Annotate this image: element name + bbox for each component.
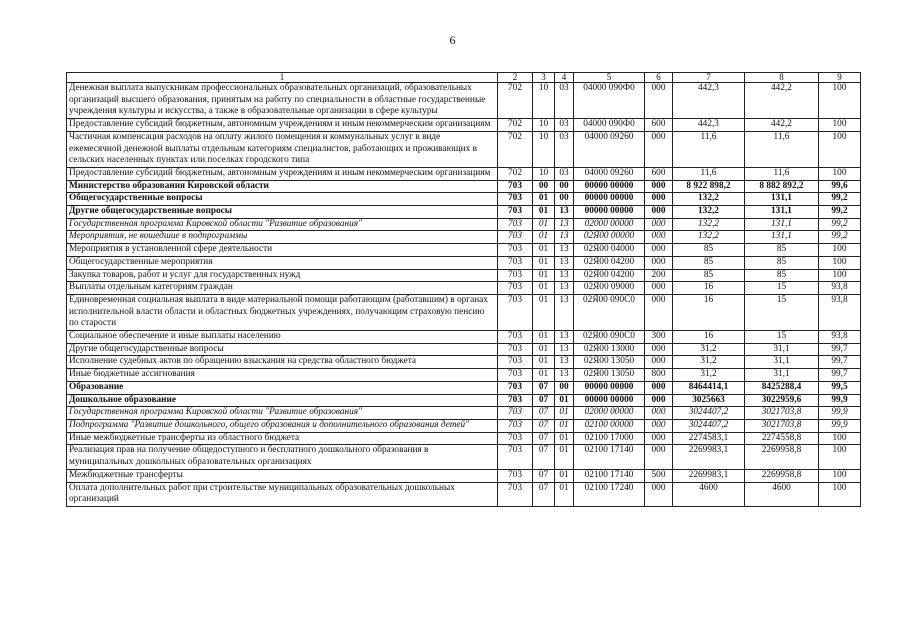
- cell-target-article: 02000 00000: [574, 407, 645, 420]
- cell-section: 01: [533, 282, 555, 295]
- cell-subsection: 13: [555, 331, 574, 344]
- cell-plan: 85: [673, 244, 745, 257]
- cell-section: 10: [533, 83, 555, 119]
- cell-name: Межбюджетные трансферты: [67, 469, 498, 482]
- cell-section: 01: [533, 231, 555, 244]
- cell-section: 07: [533, 419, 555, 432]
- cell-ministry: 703: [498, 394, 533, 407]
- cell-ministry: 703: [498, 256, 533, 269]
- header-cell-ministry: 2: [498, 73, 533, 83]
- cell-ministry: 703: [498, 331, 533, 344]
- cell-section: 01: [533, 343, 555, 356]
- cell-subsection: 03: [555, 131, 574, 167]
- cell-percent: 93,8: [819, 331, 861, 344]
- cell-percent: 99,7: [819, 356, 861, 369]
- cell-target-article: 02Я00 13050: [574, 369, 645, 382]
- cell-target-article: 02000 00000: [574, 218, 645, 231]
- cell-target-article: 02Я00 04200: [574, 269, 645, 282]
- table-row: [67, 294, 861, 330]
- cell-actual: 15: [745, 282, 819, 295]
- cell-percent: 99,9: [819, 419, 861, 432]
- cell-section: 01: [533, 294, 555, 330]
- header-cell-subsection: 4: [555, 73, 574, 83]
- cell-target-article: 04000 09260: [574, 131, 645, 167]
- table-row: [67, 369, 861, 382]
- cell-actual: 131,1: [745, 193, 819, 206]
- cell-name: Исполнение судебных актов по обращению взыскания на средства областного бюджета: [67, 356, 498, 369]
- cell-actual: 8 882 892,2: [745, 180, 819, 193]
- cell-actual: 15: [745, 294, 819, 330]
- header-cell-target-article: 5: [574, 73, 645, 83]
- cell-ministry: 702: [498, 83, 533, 119]
- cell-actual: 85: [745, 269, 819, 282]
- cell-expense-type: 000: [645, 218, 673, 231]
- cell-percent: 100: [819, 167, 861, 180]
- cell-name: Реализация прав на получение общедоступного и бесплатного дошкольного образования в муниципальных дошкольных образовательных организациях: [67, 445, 498, 469]
- cell-expense-type: 600: [645, 119, 673, 132]
- cell-target-article: 02Я00 09000: [574, 282, 645, 295]
- cell-expense-type: 800: [645, 369, 673, 382]
- cell-name: Иные бюджетные ассигнования: [67, 369, 498, 382]
- cell-ministry: 703: [498, 432, 533, 445]
- cell-ministry: 703: [498, 180, 533, 193]
- cell-plan: 31,2: [673, 369, 745, 382]
- cell-percent: 100: [819, 432, 861, 445]
- cell-subsection: 13: [555, 244, 574, 257]
- cell-ministry: 703: [498, 282, 533, 295]
- cell-target-article: 00000 00000: [574, 193, 645, 206]
- cell-plan: 31,2: [673, 356, 745, 369]
- cell-expense-type: 000: [645, 343, 673, 356]
- cell-percent: 99,2: [819, 218, 861, 231]
- cell-subsection: 00: [555, 180, 574, 193]
- cell-subsection: 13: [555, 218, 574, 231]
- cell-subsection: 13: [555, 256, 574, 269]
- cell-actual: 4600: [745, 482, 819, 506]
- cell-percent: 100: [819, 482, 861, 506]
- cell-expense-type: 000: [645, 381, 673, 394]
- cell-ministry: 703: [498, 343, 533, 356]
- cell-section: 10: [533, 119, 555, 132]
- page-number: 6: [449, 33, 456, 47]
- table-row: [67, 356, 861, 369]
- cell-name: Иные межбюджетные трансферты из областного бюджета: [67, 432, 498, 445]
- cell-name: Социальное обеспечение и иные выплаты населению: [67, 331, 498, 344]
- cell-percent: 99,7: [819, 343, 861, 356]
- cell-plan: 85: [673, 269, 745, 282]
- cell-ministry: 703: [498, 356, 533, 369]
- cell-name: Выплаты отдельным категориям граждан: [67, 282, 498, 295]
- table-row: [67, 394, 861, 407]
- cell-percent: 99,2: [819, 193, 861, 206]
- table-row: [67, 407, 861, 420]
- cell-actual: 31,1: [745, 343, 819, 356]
- cell-actual: 442,2: [745, 83, 819, 119]
- cell-plan: 11,6: [673, 167, 745, 180]
- cell-section: 01: [533, 269, 555, 282]
- table-row: [67, 381, 861, 394]
- cell-section: 00: [533, 180, 555, 193]
- cell-name: Мероприятия, не вошедшие в подпрограммы: [67, 231, 498, 244]
- cell-plan: 2269983,1: [673, 445, 745, 469]
- table-row: [67, 331, 861, 344]
- cell-percent: 100: [819, 269, 861, 282]
- cell-name: Частичная компенсация расходов на оплату жилого помещения и коммунальных услуг в виде ежемесячной денежной выплаты отдельным категориям специалистов, работающих и проживающих в сельских населенных пунктах или поселках городского типа: [67, 131, 498, 167]
- cell-name: Закупка товаров, работ и услуг для государственных нужд: [67, 269, 498, 282]
- cell-name: Единовременная социальная выплата в виде материальной помощи работающим (работавшим) в органах исполнительной власти области и областных бюджетных учреждениях, получающим страховую пенсию по старости: [67, 294, 498, 330]
- cell-expense-type: 000: [645, 407, 673, 420]
- cell-name: Образование: [67, 381, 498, 394]
- cell-target-article: 00000 00000: [574, 381, 645, 394]
- table-row: [67, 167, 861, 180]
- cell-plan: 8 922 898,2: [673, 180, 745, 193]
- cell-subsection: 01: [555, 432, 574, 445]
- table-row: [67, 432, 861, 445]
- cell-ministry: 702: [498, 167, 533, 180]
- cell-expense-type: 000: [645, 356, 673, 369]
- cell-expense-type: 000: [645, 83, 673, 119]
- cell-subsection: 01: [555, 407, 574, 420]
- cell-expense-type: 000: [645, 394, 673, 407]
- cell-section: 01: [533, 193, 555, 206]
- cell-ministry: 703: [498, 419, 533, 432]
- cell-subsection: 03: [555, 83, 574, 119]
- cell-expense-type: 000: [645, 206, 673, 219]
- cell-actual: 131,1: [745, 206, 819, 219]
- cell-name: Предоставление субсидий бюджетным, автономным учреждениям и иным некоммерческим организациям: [67, 119, 498, 132]
- cell-plan: 31,2: [673, 343, 745, 356]
- cell-actual: 15: [745, 331, 819, 344]
- cell-name: Денежная выплата выпускникам профессиональных образовательных организаций, образовательных организаций высшего образования, принятым на работу по специальности в областные государственные учреждения культуры и искусства, а также в образовательные организации в сфере культуры: [67, 83, 498, 119]
- cell-name: Общегосударственные мероприятия: [67, 256, 498, 269]
- cell-name: Дошкольное образование: [67, 394, 498, 407]
- cell-subsection: 01: [555, 394, 574, 407]
- cell-actual: 8425288,4: [745, 381, 819, 394]
- cell-expense-type: 000: [645, 282, 673, 295]
- header-cell-name: 1: [67, 73, 498, 83]
- cell-percent: 100: [819, 119, 861, 132]
- cell-subsection: 13: [555, 282, 574, 295]
- cell-subsection: 01: [555, 469, 574, 482]
- cell-actual: 2269958,8: [745, 445, 819, 469]
- cell-ministry: 703: [498, 269, 533, 282]
- cell-subsection: 13: [555, 356, 574, 369]
- cell-percent: 100: [819, 131, 861, 167]
- table-row: [67, 193, 861, 206]
- cell-expense-type: 300: [645, 331, 673, 344]
- cell-subsection: 00: [555, 193, 574, 206]
- table-row: [67, 218, 861, 231]
- cell-ministry: 703: [498, 294, 533, 330]
- cell-plan: 3025663: [673, 394, 745, 407]
- cell-actual: 131,1: [745, 231, 819, 244]
- cell-percent: 93,8: [819, 282, 861, 295]
- cell-section: 01: [533, 369, 555, 382]
- cell-actual: 2269958,8: [745, 469, 819, 482]
- header-cell-section: 3: [533, 73, 555, 83]
- cell-ministry: 703: [498, 482, 533, 506]
- cell-expense-type: 000: [645, 432, 673, 445]
- table-row: [67, 445, 861, 469]
- cell-percent: 100: [819, 445, 861, 469]
- table-row: [67, 343, 861, 356]
- cell-expense-type: 000: [645, 193, 673, 206]
- cell-section: 07: [533, 482, 555, 506]
- cell-name: Министерство образования Кировской области: [67, 180, 498, 193]
- cell-actual: 3021703,8: [745, 419, 819, 432]
- cell-percent: 100: [819, 244, 861, 257]
- cell-section: 01: [533, 244, 555, 257]
- cell-percent: 100: [819, 469, 861, 482]
- cell-percent: 99,9: [819, 407, 861, 420]
- cell-section: 07: [533, 394, 555, 407]
- cell-plan: 132,2: [673, 206, 745, 219]
- cell-subsection: 13: [555, 231, 574, 244]
- cell-target-article: 02Я00 00000: [574, 231, 645, 244]
- cell-plan: 132,2: [673, 218, 745, 231]
- table-row: [67, 469, 861, 482]
- cell-section: 07: [533, 469, 555, 482]
- cell-section: 07: [533, 381, 555, 394]
- cell-plan: 8464414,1: [673, 381, 745, 394]
- cell-name: Другие общегосударственные вопросы: [67, 343, 498, 356]
- cell-section: 07: [533, 407, 555, 420]
- cell-section: 07: [533, 432, 555, 445]
- cell-section: 10: [533, 167, 555, 180]
- cell-ministry: 703: [498, 469, 533, 482]
- cell-subsection: 13: [555, 206, 574, 219]
- cell-target-article: 00000 00000: [574, 180, 645, 193]
- cell-target-article: 04000 090Ф0: [574, 119, 645, 132]
- cell-ministry: 703: [498, 381, 533, 394]
- cell-percent: 99,5: [819, 381, 861, 394]
- cell-section: 10: [533, 131, 555, 167]
- cell-expense-type: 000: [645, 256, 673, 269]
- header-cell-actual: 8: [745, 73, 819, 83]
- cell-ministry: 703: [498, 218, 533, 231]
- cell-target-article: 02100 17140: [574, 445, 645, 469]
- cell-section: 01: [533, 356, 555, 369]
- table-row: [67, 180, 861, 193]
- table-row: [67, 256, 861, 269]
- cell-percent: 93,8: [819, 294, 861, 330]
- cell-percent: 99,9: [819, 394, 861, 407]
- cell-expense-type: 000: [645, 445, 673, 469]
- cell-plan: 11,6: [673, 131, 745, 167]
- cell-actual: 131,1: [745, 218, 819, 231]
- cell-expense-type: 000: [645, 231, 673, 244]
- header-cell-plan: 7: [673, 73, 745, 83]
- cell-plan: 132,2: [673, 193, 745, 206]
- cell-ministry: 703: [498, 244, 533, 257]
- cell-target-article: 02100 17240: [574, 482, 645, 506]
- cell-actual: 442,2: [745, 119, 819, 132]
- cell-name: Мероприятия в установленной сфере деятельности: [67, 244, 498, 257]
- cell-expense-type: 000: [645, 131, 673, 167]
- cell-percent: 99,7: [819, 369, 861, 382]
- table-row: [67, 119, 861, 132]
- cell-target-article: 02100 17000: [574, 432, 645, 445]
- cell-subsection: 13: [555, 294, 574, 330]
- cell-expense-type: 000: [645, 180, 673, 193]
- cell-section: 01: [533, 206, 555, 219]
- cell-subsection: 13: [555, 369, 574, 382]
- cell-target-article: 02Я00 04000: [574, 244, 645, 257]
- table-row: [67, 269, 861, 282]
- cell-expense-type: 000: [645, 244, 673, 257]
- cell-target-article: 00000 00000: [574, 206, 645, 219]
- cell-expense-type: 000: [645, 482, 673, 506]
- cell-subsection: 00: [555, 381, 574, 394]
- cell-actual: 85: [745, 244, 819, 257]
- cell-ministry: 703: [498, 193, 533, 206]
- cell-plan: 85: [673, 256, 745, 269]
- cell-percent: 100: [819, 256, 861, 269]
- cell-target-article: 02Я00 13000: [574, 343, 645, 356]
- cell-plan: 3024407,2: [673, 419, 745, 432]
- table-row: [67, 244, 861, 257]
- cell-actual: 85: [745, 256, 819, 269]
- cell-target-article: 04000 09260: [574, 167, 645, 180]
- table-row: [67, 419, 861, 432]
- cell-ministry: 703: [498, 231, 533, 244]
- cell-plan: 16: [673, 282, 745, 295]
- cell-percent: 99,6: [819, 180, 861, 193]
- cell-plan: 4600: [673, 482, 745, 506]
- cell-target-article: 02100 00000: [574, 419, 645, 432]
- cell-percent: 100: [819, 83, 861, 119]
- cell-plan: 16: [673, 294, 745, 330]
- cell-subsection: 01: [555, 482, 574, 506]
- cell-subsection: 01: [555, 419, 574, 432]
- cell-actual: 31,1: [745, 369, 819, 382]
- cell-section: 01: [533, 218, 555, 231]
- cell-ministry: 703: [498, 445, 533, 469]
- cell-expense-type: 500: [645, 469, 673, 482]
- cell-percent: 99,2: [819, 206, 861, 219]
- cell-percent: 99,2: [819, 231, 861, 244]
- cell-target-article: 00000 00000: [574, 394, 645, 407]
- cell-plan: 132,2: [673, 231, 745, 244]
- header-row: [67, 73, 861, 83]
- cell-name: Государственная программа Кировской области "Развитие образования": [67, 407, 498, 420]
- cell-actual: 3022959,6: [745, 394, 819, 407]
- cell-section: 01: [533, 256, 555, 269]
- cell-target-article: 02100 17140: [574, 469, 645, 482]
- cell-expense-type: 600: [645, 167, 673, 180]
- cell-ministry: 703: [498, 407, 533, 420]
- cell-plan: 2274583,1: [673, 432, 745, 445]
- cell-subsection: 01: [555, 445, 574, 469]
- header-cell-percent: 9: [819, 73, 861, 83]
- cell-actual: 3021703,8: [745, 407, 819, 420]
- header-cell-expense-type: 6: [645, 73, 673, 83]
- cell-actual: 31,1: [745, 356, 819, 369]
- cell-name: Общегосударственные вопросы: [67, 193, 498, 206]
- cell-plan: 2269983,1: [673, 469, 745, 482]
- cell-ministry: 702: [498, 119, 533, 132]
- table-row: [67, 83, 861, 119]
- cell-name: Предоставление субсидий бюджетным, автономным учреждениям и иным некоммерческим организациям: [67, 167, 498, 180]
- cell-plan: 16: [673, 331, 745, 344]
- cell-ministry: 703: [498, 369, 533, 382]
- cell-target-article: 02Я00 090С0: [574, 294, 645, 330]
- cell-subsection: 13: [555, 269, 574, 282]
- table-row: [67, 131, 861, 167]
- cell-expense-type: 000: [645, 419, 673, 432]
- cell-name: Другие общегосударственные вопросы: [67, 206, 498, 219]
- table-row: [67, 206, 861, 219]
- cell-plan: 442,3: [673, 83, 745, 119]
- cell-target-article: 04000 090Ф0: [574, 83, 645, 119]
- cell-section: 07: [533, 445, 555, 469]
- cell-actual: 2274558,8: [745, 432, 819, 445]
- cell-subsection: 03: [555, 119, 574, 132]
- cell-subsection: 03: [555, 167, 574, 180]
- cell-name: Оплата дополнительных работ при строительстве муниципальных образовательных дошкольных организаций: [67, 482, 498, 506]
- cell-expense-type: 200: [645, 269, 673, 282]
- cell-expense-type: 000: [645, 294, 673, 330]
- cell-plan: 442,3: [673, 119, 745, 132]
- table-row: [67, 282, 861, 295]
- cell-actual: 11,6: [745, 131, 819, 167]
- cell-actual: 11,6: [745, 167, 819, 180]
- cell-ministry: 702: [498, 131, 533, 167]
- budget-table: [66, 72, 861, 507]
- cell-target-article: 02Я00 13050: [574, 356, 645, 369]
- table-row: [67, 231, 861, 244]
- cell-ministry: 703: [498, 206, 533, 219]
- cell-target-article: 02Я00 090С0: [574, 331, 645, 344]
- cell-plan: 3024407,2: [673, 407, 745, 420]
- cell-target-article: 02Я00 04200: [574, 256, 645, 269]
- cell-name: Подпрограмма "Развитие дошкольного, общего образования и дополнительного образования детей": [67, 419, 498, 432]
- table-row: [67, 482, 861, 506]
- cell-section: 01: [533, 331, 555, 344]
- cell-subsection: 13: [555, 343, 574, 356]
- cell-name: Государственная программа Кировской области "Развитие образования": [67, 218, 498, 231]
